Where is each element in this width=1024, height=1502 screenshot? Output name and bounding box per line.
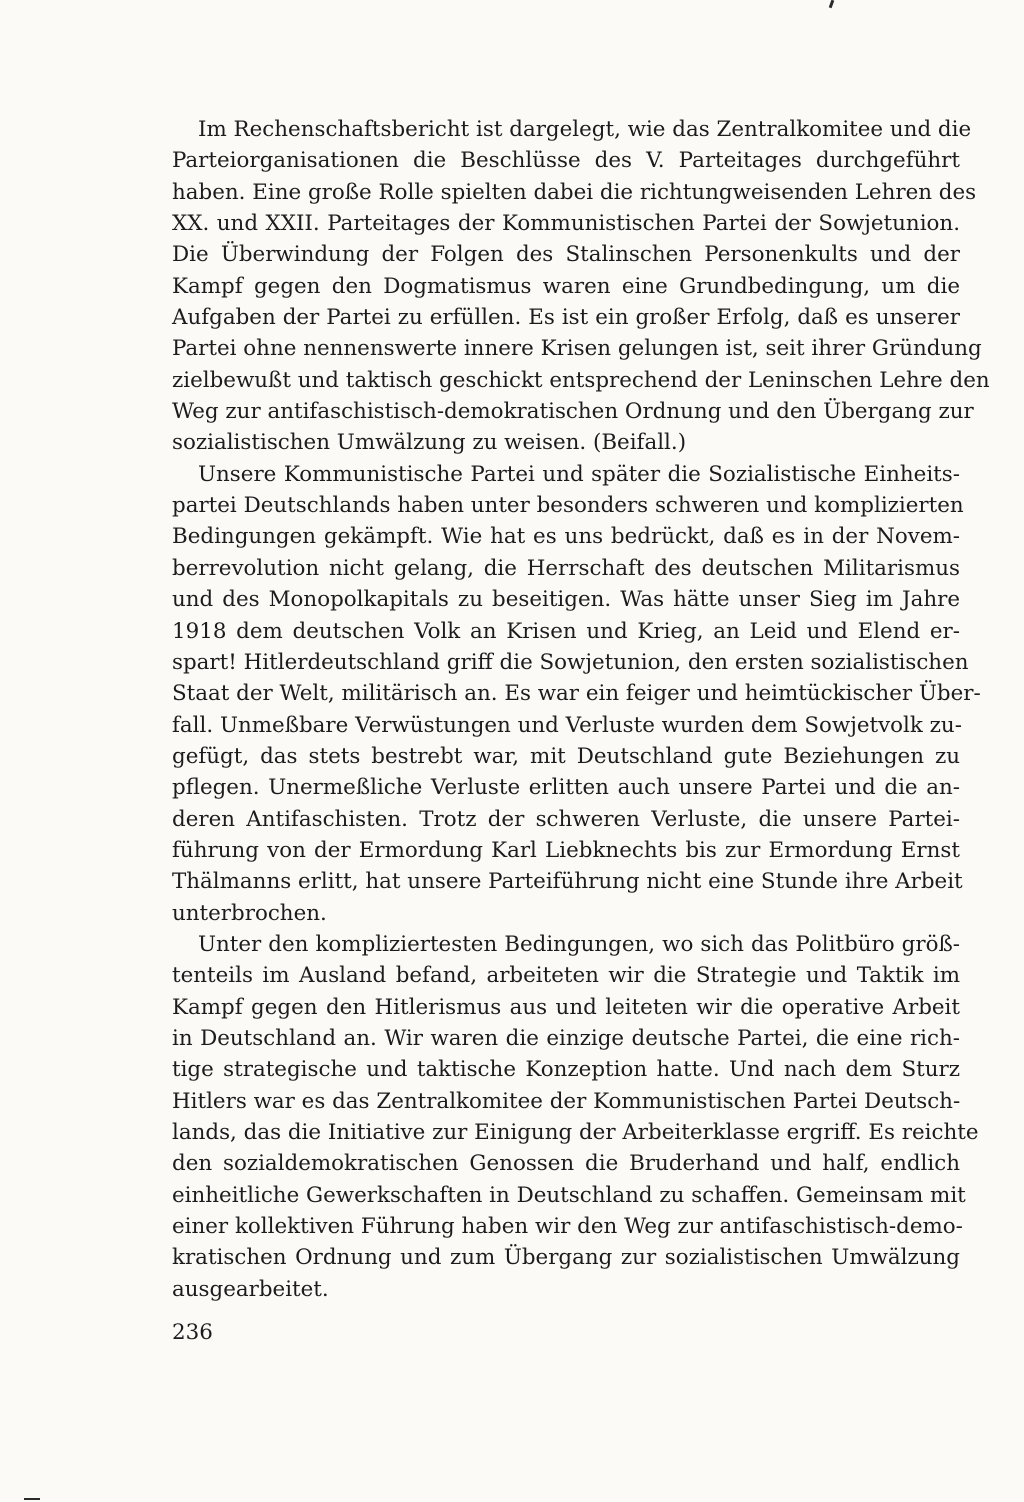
text-line: Die Überwindung der Folgen des Stalinschen Personenkults und der (172, 242, 960, 268)
paragraph (172, 459, 981, 929)
text-line: unterbrochen. (172, 900, 327, 926)
text-line: Partei ohne nennenswerte innere Krisen gelungen ist, seit ihrer Gründung (172, 336, 982, 362)
text-line: Kampf gegen den Dogmatismus waren eine Grundbedingung, um die (172, 273, 960, 299)
text-line: fall. Unmeßbare Verwüstungen und Verluste wurden dem Sowjetvolk zu- (172, 712, 962, 738)
text-line: gefügt, das stets bestrebt war, mit Deutschland gute Beziehungen zu (172, 743, 960, 769)
text-line: deren Antifaschisten. Trotz der schweren Verluste, die unsere Partei- (172, 806, 960, 832)
text-line: Thälmanns erlitt, hat unsere Parteiführung nicht eine Stunde ihre Arbeit (172, 869, 963, 895)
text-line: Parteiorganisationen die Beschlüsse des V. Parteitages durchgeführt (172, 148, 960, 174)
scan-mark (829, 0, 835, 8)
scan-mark (24, 1498, 40, 1500)
text-line: Unter den kompliziertesten Bedingungen, wo sich das Politbüro größ- (198, 931, 960, 957)
text-line: und des Monopolkapitals zu beseitigen. Was hätte unser Sieg im Jahre (172, 587, 960, 613)
text-line: berrevolution nicht gelang, die Herrschaft des deutschen Militarismus (172, 555, 960, 581)
text-line: partei Deutschlands haben unter besonders schweren und komplizierten (172, 493, 964, 519)
text-line: Im Rechenschaftsbericht ist dargelegt, wie das Zentralkomitee und die (198, 117, 972, 142)
text-line: Hitlers war es das Zentralkomitee der Kommunistischen Partei Deutsch- (172, 1088, 961, 1114)
text-line: Bedingungen gekämpft. Wie hat es uns bedrückt, daß es in der Novem- (172, 524, 960, 550)
body-text (172, 114, 990, 1305)
text-line: in Deutschland an. Wir waren die einzige deutsche Partei, die eine rich- (172, 1025, 960, 1051)
text-line: Staat der Welt, militärisch an. Es war ein feiger und heimtückischer Über- (172, 681, 981, 707)
page-number: 236 (172, 1320, 213, 1345)
text-line: haben. Eine große Rolle spielten dabei die richtungweisenden Lehren des (172, 179, 977, 205)
text-line: tenteils im Ausland befand, arbeiteten wir die Strategie und Taktik im (172, 963, 960, 989)
text-line: XX. und XXII. Parteitages der Kommunistischen Partei der Sowjetunion. (172, 211, 960, 237)
text-line: 1918 dem deutschen Volk an Krisen und Krieg, an Leid und Elend er- (172, 618, 960, 644)
text-line: einer kollektiven Führung haben wir den Weg zur antifaschistisch-demo- (172, 1214, 963, 1240)
text-line: kratischen Ordnung und zum Übergang zur sozialistischen Umwälzung (172, 1245, 960, 1271)
text-line: spart! Hitlerdeutschland griff die Sowjetunion, den ersten sozialistischen (172, 649, 969, 675)
text-line: Weg zur antifaschistisch-demokratischen Ordnung und den Übergang zur (172, 399, 974, 425)
text-line: zielbewußt und taktisch geschickt entsprechend der Leninschen Lehre den (172, 367, 990, 393)
text-line: sozialistischen Umwälzung zu weisen. (Beifall.) (172, 430, 687, 456)
text-line: führung von der Ermordung Karl Liebknechts bis zur Ermordung Ernst (172, 837, 960, 863)
paragraph (172, 114, 990, 459)
text-line: ausgearbeitet. (172, 1276, 329, 1302)
text-line: den sozialdemokratischen Genossen die Bruderhand und half, endlich (172, 1151, 960, 1177)
text-line: Unsere Kommunistische Partei und später die Sozialistische Einheits- (198, 461, 960, 487)
text-line: einheitliche Gewerkschaften in Deutschland zu schaffen. Gemeinsam mit (172, 1182, 966, 1208)
text-line: Aufgaben der Partei zu erfüllen. Es ist ein großer Erfolg, daß es unserer (172, 305, 960, 331)
text-line: pflegen. Unermeßliche Verluste erlitten auch unsere Partei und die an- (172, 775, 960, 801)
text-line: Kampf gegen den Hitlerismus aus und leiteten wir die operative Arbeit (172, 994, 960, 1020)
text-line: lands, das die Initiative zur Einigung der Arbeiterklasse ergriff. Es reichte (172, 1120, 979, 1145)
paragraph (172, 929, 979, 1305)
text-line: tige strategische und taktische Konzeption hatte. Und nach dem Sturz (172, 1057, 960, 1083)
